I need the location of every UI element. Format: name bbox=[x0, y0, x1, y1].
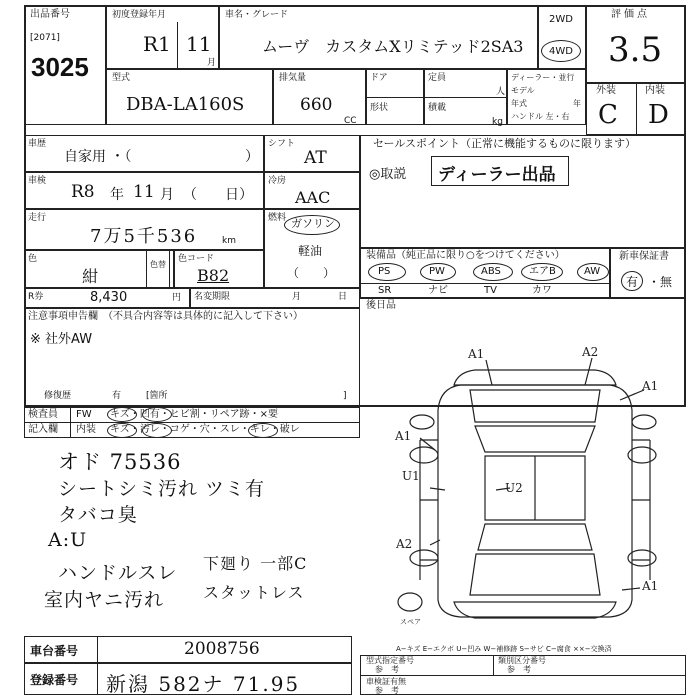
check-circle-3 bbox=[107, 423, 137, 438]
dealer-line3-unit: 年 bbox=[573, 99, 581, 108]
displacement-unit: CC bbox=[344, 116, 357, 126]
shape-label: 形状 bbox=[370, 103, 389, 113]
checker-label1: 検査員 bbox=[28, 409, 58, 420]
checker-vline bbox=[70, 407, 71, 438]
shift-label: シフト bbox=[268, 139, 296, 149]
car-name-value: ムーヴ カスタムXリミテッド2SA3 bbox=[262, 37, 524, 56]
capacity-unit: 人 bbox=[496, 87, 506, 97]
eq-airbag: エアB bbox=[529, 266, 556, 277]
car-name-label: 車名・グレード bbox=[225, 10, 289, 20]
dealer-line3: 年式 bbox=[511, 99, 527, 108]
mark-a1-left: A1 bbox=[395, 429, 412, 443]
displacement-value: 660 bbox=[300, 95, 333, 115]
name-change-day: 日 bbox=[338, 292, 348, 302]
notes-label: 注意事項申告欄 （不具合内容等は具体的に記入して下さい） bbox=[28, 311, 303, 322]
damage-legend: A−キズ E−エクボ U−凹み W−補修跡 S−サビ C−腐食 ××−交換済 bbox=[396, 645, 612, 653]
checker-label2: 記入欄 bbox=[28, 424, 58, 435]
name-change-label: 名変期限 bbox=[194, 292, 231, 302]
mark-a2-left: A2 bbox=[396, 537, 413, 551]
color-code: B82 bbox=[197, 266, 230, 285]
lot-sub: [2071] bbox=[30, 33, 60, 43]
chassis-value: 2008756 bbox=[184, 639, 260, 659]
eq-leather: カワ bbox=[532, 285, 552, 296]
note-seat: シートシミ汚れ ツミ有 bbox=[58, 478, 266, 500]
repair-value: 有 bbox=[112, 391, 122, 401]
notes-cell bbox=[24, 308, 360, 407]
usage-value: 自家用 ・（ bbox=[64, 149, 132, 165]
form-bottom-v bbox=[493, 655, 494, 675]
registration-value: 新潟 582ナ 71.95 bbox=[106, 672, 301, 696]
right-doors bbox=[632, 440, 650, 580]
form-l1: 型式指定番号 bbox=[366, 656, 414, 665]
note-studless: スタットレス bbox=[203, 583, 305, 602]
front-bumper bbox=[454, 370, 616, 385]
mark-u2: U2 bbox=[505, 481, 523, 495]
rear-divider bbox=[360, 298, 686, 299]
form-l3: 車検証有無 bbox=[366, 677, 406, 686]
eq-pw: PW bbox=[429, 266, 445, 277]
warranty-no: ・無 bbox=[648, 275, 673, 289]
check-circle-4 bbox=[142, 423, 172, 438]
load-unit: kg bbox=[492, 117, 503, 127]
repair-label: 修復歴 bbox=[44, 391, 72, 401]
shift-value: AT bbox=[304, 148, 327, 168]
note-yani: 室内ヤニ汚れ bbox=[44, 589, 165, 611]
mileage-label: 走行 bbox=[28, 213, 47, 223]
note-au: A:U bbox=[48, 529, 88, 551]
drive-2wd: 2WD bbox=[549, 14, 573, 25]
ac-label: 冷房 bbox=[268, 176, 287, 186]
warranty-label: 新車保証書 bbox=[619, 251, 669, 262]
check-circle-2 bbox=[142, 407, 172, 422]
first-reg-month: 11 bbox=[186, 32, 212, 56]
warranty-yes: 有 bbox=[626, 275, 639, 289]
marker-lines bbox=[420, 358, 644, 590]
note-underbody: 下廻り 一部C bbox=[203, 554, 308, 573]
mileage-unit: km bbox=[222, 236, 236, 246]
mark-spare: スペア bbox=[400, 618, 421, 626]
checker-row2: キズ・汚レ・コゲ・穴・スレ・キレ・破レ bbox=[110, 424, 300, 435]
mark-a2-front: A2 bbox=[582, 345, 599, 359]
eq-ps: PS bbox=[378, 266, 391, 277]
ac-value: AAC bbox=[295, 188, 331, 207]
sales-label: セールスポイント（正常に機能するものに限ります） bbox=[373, 137, 637, 150]
tax-label: R券 bbox=[28, 292, 44, 302]
mileage-value: 7万5千536 bbox=[90, 226, 198, 247]
usage-close: ） bbox=[245, 149, 259, 165]
fuel-gas: ガソリン bbox=[291, 217, 335, 230]
tax-value: 8,430 bbox=[90, 290, 128, 305]
chassis-vline bbox=[97, 636, 98, 663]
lot-number: 3025 bbox=[31, 52, 89, 82]
row-divider bbox=[366, 97, 507, 98]
repair-place: [箇所 bbox=[146, 391, 168, 401]
displacement-label: 排気量 bbox=[279, 73, 307, 83]
capacity-label: 定員 bbox=[428, 73, 447, 83]
tailgate bbox=[470, 554, 600, 595]
dealer-line2: モデル bbox=[511, 86, 535, 95]
car-diagram bbox=[380, 340, 686, 630]
checker-fw: FW bbox=[76, 409, 92, 420]
fuel-diesel: 軽油 bbox=[298, 244, 323, 258]
mark-a1-rear: A1 bbox=[642, 579, 659, 593]
first-reg-unit: 月 bbox=[207, 58, 217, 68]
name-change-month: 月 bbox=[292, 292, 302, 302]
eq-sr: SR bbox=[378, 285, 392, 296]
checker-divider bbox=[24, 422, 360, 423]
color-value: 紺 bbox=[82, 267, 99, 286]
drive-4wd: 4WD bbox=[549, 46, 573, 57]
int-grade: D bbox=[648, 100, 669, 130]
ext-grade: C bbox=[598, 100, 618, 130]
first-reg-label: 初度登録年月 bbox=[112, 10, 167, 20]
first-reg-divider bbox=[177, 22, 178, 69]
ext-label: 外装 bbox=[596, 85, 616, 96]
color-code-label: 色コード bbox=[178, 254, 215, 264]
doors-label: ドア bbox=[370, 73, 388, 83]
usage-label: 車歴 bbox=[28, 139, 47, 149]
manual-label: ◎取説 bbox=[369, 167, 407, 182]
wheel-rl bbox=[410, 550, 438, 566]
note-tobacco: タバコ臭 bbox=[58, 504, 138, 526]
form-bottom-mid bbox=[360, 675, 686, 676]
form-r1: 類別区分番号 bbox=[498, 656, 546, 665]
load-label: 積載 bbox=[428, 103, 447, 113]
inspection-year-unit: 年 bbox=[110, 187, 124, 203]
check-circle-1 bbox=[107, 407, 137, 422]
eq-abs: ABS bbox=[481, 266, 501, 277]
mark-u1: U1 bbox=[402, 469, 420, 483]
dealer-line4: ハンドル 左・右 bbox=[511, 112, 570, 121]
fuel-other: （ ） bbox=[287, 266, 336, 280]
checker-interior: 内装 bbox=[76, 424, 96, 435]
ext-int-divider bbox=[636, 83, 637, 135]
inspection-month: 11 bbox=[133, 182, 155, 202]
inspection-label: 車検 bbox=[28, 176, 47, 186]
first-reg-era: R1 bbox=[143, 32, 171, 56]
chassis-label: 車台番号 bbox=[30, 644, 79, 658]
left-mirror bbox=[410, 415, 434, 429]
checker-row1: キズ・凹有・ヒビ割・リペア跡・×要 bbox=[110, 409, 278, 420]
right-mirror bbox=[632, 415, 656, 429]
eq-tv: TV bbox=[484, 285, 497, 296]
note-odometer: オド 75536 bbox=[58, 450, 182, 474]
rear-window bbox=[478, 524, 592, 550]
repair-close: ] bbox=[343, 391, 347, 401]
dealer-line1: ディーラー・並行 bbox=[511, 73, 575, 82]
rating-score: 3.5 bbox=[608, 30, 663, 70]
registration-vline bbox=[97, 663, 98, 695]
form-r2: 参 考 bbox=[507, 665, 531, 674]
fuel-label: 燃料 bbox=[268, 213, 287, 223]
equipment-label: 装備品（純正品に限り○をつけてください） bbox=[366, 250, 565, 261]
tax-unit: 円 bbox=[172, 293, 182, 303]
registration-label: 登録番号 bbox=[30, 673, 79, 687]
color-label: 色 bbox=[28, 254, 38, 264]
model-label: 型式 bbox=[112, 73, 131, 83]
check-circle-5 bbox=[248, 423, 278, 438]
notes-item: ※ 社外AW bbox=[30, 332, 93, 347]
eq-divider bbox=[360, 283, 610, 284]
model-value: DBA-LA160S bbox=[126, 94, 245, 115]
dealer-box-text: ディーラー出品 bbox=[438, 165, 556, 184]
inspection-era: R8 bbox=[71, 182, 95, 202]
left-doors bbox=[420, 440, 438, 580]
hood bbox=[470, 390, 600, 422]
eq-aw: AW bbox=[584, 266, 601, 277]
note-handle: ハンドルスレ bbox=[58, 562, 178, 584]
windshield bbox=[475, 426, 595, 452]
usage-cell bbox=[24, 135, 264, 172]
color-change-label: 色替 bbox=[150, 260, 166, 269]
form-l4: 参 考 bbox=[375, 686, 399, 695]
inspection-day: （ 日） bbox=[183, 187, 253, 203]
eq-navi: ナビ bbox=[428, 285, 448, 296]
mark-a1-front: A1 bbox=[468, 347, 485, 361]
rear-bumper bbox=[454, 602, 616, 618]
rating-label: 評価点 bbox=[611, 9, 650, 20]
rear-item-label: 後日品 bbox=[366, 300, 396, 311]
form-l2: 参 考 bbox=[375, 665, 399, 674]
lot-label: 出品番号 bbox=[30, 9, 70, 20]
mark-a1-right: A1 bbox=[642, 379, 659, 393]
inspection-month-unit: 月 bbox=[160, 187, 174, 203]
spare-tire bbox=[398, 593, 422, 611]
int-label: 内装 bbox=[645, 85, 665, 96]
sales-cell bbox=[360, 135, 686, 248]
